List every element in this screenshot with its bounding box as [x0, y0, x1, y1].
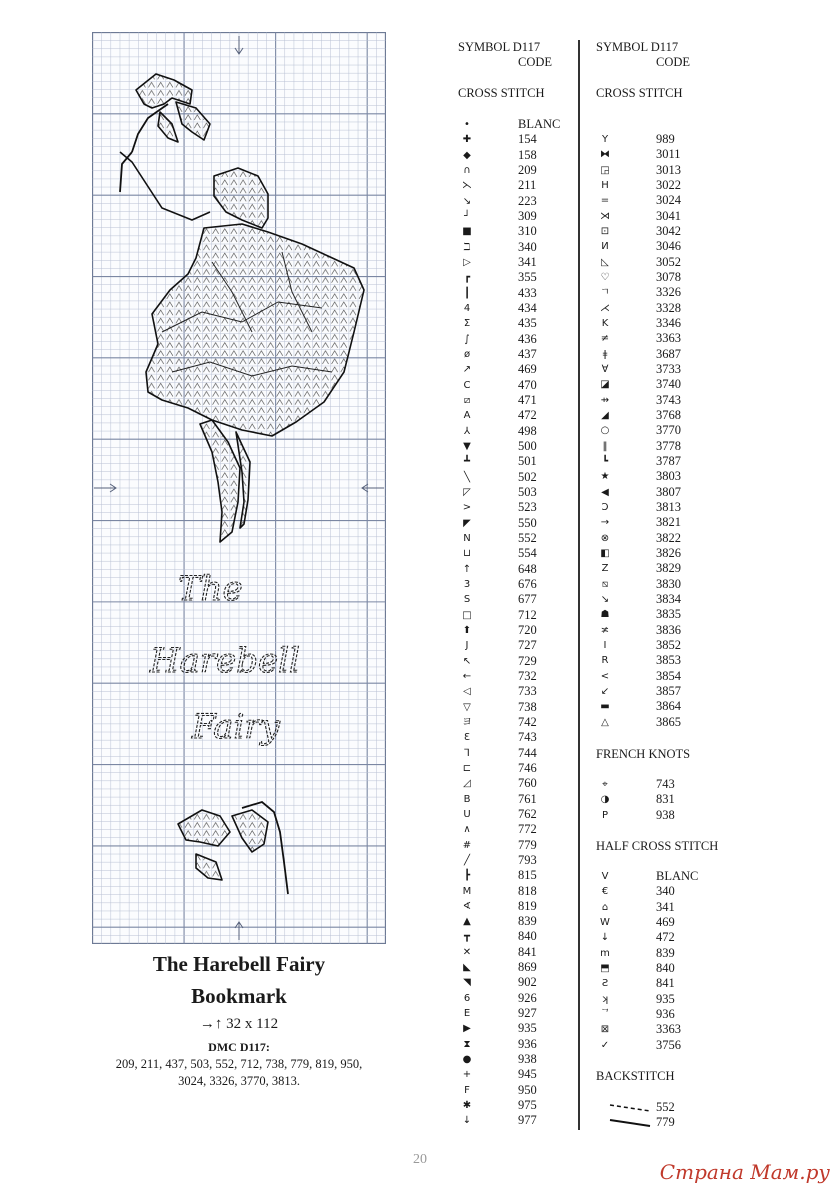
thread-code: 3022 [656, 177, 681, 192]
thread-code: 3834 [656, 591, 681, 606]
dmc-thread-list [60, 1056, 418, 1090]
thread-code: 3328 [656, 300, 681, 315]
thread-code: 840 [656, 960, 675, 975]
thread-code: 926 [518, 990, 537, 1005]
header-symbol: SYMBOL D117 [596, 40, 679, 54]
thread-code: 3853 [656, 653, 681, 668]
stitch-symbol-icon: ◲ [600, 164, 610, 176]
stitch-symbol-icon: ◿ [463, 778, 471, 790]
thread-code: 3821 [656, 515, 681, 530]
stitch-symbol-icon: € [601, 886, 609, 898]
stitch-symbol-icon: J [465, 640, 469, 652]
thread-code: 3826 [656, 545, 681, 560]
thread-code: 938 [656, 807, 675, 822]
thread-code: 3346 [656, 315, 681, 330]
thread-code: 779 [518, 837, 537, 852]
stitch-symbol-icon: ∢ [462, 900, 472, 912]
stitch-symbol-icon: ☗ [600, 609, 610, 621]
thread-code: 936 [518, 1036, 537, 1051]
header-symbol: SYMBOL D117 [458, 40, 541, 54]
thread-code: 3024 [656, 193, 681, 208]
key-col1-header [458, 40, 552, 70]
thread-code: 760 [518, 776, 537, 791]
thread-code: 3046 [656, 239, 681, 254]
header-code: CODE [518, 55, 553, 69]
thread-code: 3857 [656, 683, 681, 698]
stitch-symbol-icon: Ƨ [601, 978, 609, 990]
stitch-symbol-icon: ᄀ [600, 1008, 610, 1020]
stitch-symbol-icon: ↙ [600, 685, 610, 697]
thread-code: 3830 [656, 576, 681, 591]
backstitch-line-sample-icon [608, 1115, 652, 1130]
stitch-symbol-icon: S [463, 594, 471, 606]
stitch-symbol-icon: < [600, 670, 610, 682]
stitch-symbol-icon: Z [601, 563, 609, 575]
backstitch-line-sample-icon [608, 1100, 652, 1115]
stitch-symbol-icon: 4 [463, 302, 471, 314]
thread-code: 3768 [656, 407, 681, 422]
thread-code: 436 [518, 331, 537, 346]
thread-code: 743 [656, 777, 675, 791]
thread-code: 471 [518, 392, 537, 407]
section-french-knots: FRENCH KNOTS [596, 747, 691, 761]
thread-code: 3041 [656, 208, 681, 223]
section-cross-stitch: CROSS STITCH [596, 86, 683, 100]
size-text: 32 x 112 [226, 1016, 279, 1032]
thread-code: 742 [518, 714, 537, 729]
thread-code: 552 [656, 1100, 675, 1114]
thread-code: 554 [518, 546, 537, 561]
thread-code: 839 [656, 945, 675, 960]
stitch-symbol-icon: ◁ [463, 686, 471, 698]
thread-code: 211 [518, 178, 537, 193]
stitch-symbol-icon: ʞ [601, 993, 609, 1005]
thread-code: 469 [656, 914, 675, 929]
stitch-symbol-icon: ◣ [463, 962, 471, 974]
stitch-symbol-icon: A [463, 410, 471, 422]
stitch-symbol-icon: ◪ [600, 379, 610, 391]
stitch-symbol-icon: M [462, 885, 472, 897]
thread-code: 977 [518, 1113, 537, 1128]
stitch-symbol-icon: ‖ [602, 440, 608, 452]
stitch-symbol-icon: Ɔ [601, 501, 609, 513]
thread-code: 3756 [656, 1037, 681, 1052]
stitch-symbol-icon: ■ [462, 226, 472, 238]
thread-code: 819 [518, 898, 537, 913]
stitch-symbol-icon: K [601, 317, 609, 329]
stitch-symbol-icon: Ɛ [463, 732, 471, 744]
stitch-symbol-icon: ↑ [462, 563, 472, 575]
thread-code: 746 [518, 760, 537, 775]
stitch-symbol-icon: ┘ [463, 210, 471, 222]
stitch-symbol-icon: V [601, 871, 609, 882]
stitch-symbol-icon: W [600, 916, 610, 928]
stitch-symbol-icon: ◢ [601, 409, 609, 421]
stitch-symbol-icon: ⋌ [600, 302, 610, 314]
stitch-symbol-icon: ⧄ [463, 394, 471, 406]
stitch-symbol-icon: • [464, 119, 470, 130]
stitch-symbol-icon: ┏ [463, 272, 471, 284]
thread-code: BLANC [656, 869, 699, 883]
thread-code: 945 [518, 1067, 537, 1082]
thread-code: 3829 [656, 561, 681, 576]
stitch-symbol-icon: ◑ [600, 794, 610, 806]
thread-code: 712 [518, 607, 537, 622]
thread-code: 762 [518, 806, 537, 821]
thread-code: 355 [518, 270, 537, 285]
stitch-symbol-icon: ◧ [600, 547, 610, 559]
thread-code: 3687 [656, 346, 681, 361]
stitch-symbol-icon: ┳ [463, 931, 471, 943]
stitch-symbol-icon: ▲ [463, 916, 471, 928]
thread-code: 3363 [656, 331, 681, 346]
thread-code: 3787 [656, 453, 681, 468]
stitch-symbol-icon: ┣ [463, 870, 471, 882]
stitch-symbol-icon: = [600, 195, 610, 207]
stitch-symbol-icon: □ [462, 609, 472, 621]
stitch-symbol-icon: 3 [463, 578, 471, 590]
thread-code: 733 [518, 684, 537, 699]
stitch-symbol-icon: ↖ [462, 655, 472, 667]
thread-code: 950 [518, 1082, 537, 1097]
thread-code: 840 [518, 929, 537, 944]
thread-code: 472 [518, 408, 537, 423]
stitch-symbol-icon: ⌖ [602, 779, 608, 790]
stitch-symbol-icon: ⧅ [601, 578, 609, 590]
stitch-symbol-icon: ◤ [463, 517, 471, 529]
thread-code: 310 [518, 224, 537, 239]
thread-code: 223 [518, 193, 537, 208]
watermark-logo: Страна Мам.ру [659, 1160, 830, 1184]
thread-code: 435 [518, 316, 537, 331]
thread-code: 772 [518, 822, 537, 837]
stitch-symbol-icon: ⧗ [463, 1038, 471, 1050]
thread-code: 309 [518, 208, 537, 223]
stitch-symbol-icon: ⊠ [600, 1024, 610, 1036]
stitch-symbol-icon: ㄱ [600, 287, 610, 299]
stitch-symbol-icon: P [601, 809, 609, 821]
stitch-symbol-icon: ℶ [463, 241, 471, 253]
thread-code: 209 [518, 162, 537, 177]
stitch-symbol-icon: ø [463, 348, 471, 360]
chart-letter-phrase: Fairy [192, 707, 280, 747]
thread-code: 3778 [656, 438, 681, 453]
thread-code: 841 [518, 944, 537, 959]
thread-code: 975 [518, 1098, 537, 1113]
stitch-symbol-icon: ヨ [462, 716, 472, 728]
thread-code: 502 [518, 469, 537, 484]
thread-code: 500 [518, 438, 537, 453]
thread-code: 841 [656, 976, 675, 991]
stitch-symbol-icon: N [463, 532, 471, 544]
stitch-symbol-icon: ⬒ [600, 962, 610, 974]
key-col2-header [596, 40, 690, 70]
thread-code: 676 [518, 576, 537, 591]
thread-code: 523 [518, 500, 537, 515]
stitch-symbol-icon: ♡ [600, 271, 610, 283]
thread-code: 648 [518, 561, 537, 576]
chart-letter-phrase: The [178, 569, 243, 609]
stitch-symbol-icon: ← [462, 670, 472, 682]
stitch-symbol-icon: Σ [463, 318, 471, 330]
thread-code: 3326 [656, 285, 681, 300]
stitch-symbol-icon: ↓ [600, 932, 610, 944]
stitch-symbol-icon: ◀ [601, 486, 609, 498]
thread-code: 938 [518, 1052, 537, 1067]
thread-code: 720 [518, 622, 537, 637]
stitch-symbol-icon: m [600, 947, 610, 959]
header-code: CODE [656, 55, 691, 69]
thread-code: 869 [518, 960, 537, 975]
stitch-symbol-icon: ⋋ [462, 180, 472, 192]
thread-code: 503 [518, 484, 537, 499]
stitch-symbol-icon: ⬆ [462, 624, 472, 636]
stitch-symbol-icon: Y [601, 134, 609, 145]
stitch-symbol-icon: ▽ [463, 701, 471, 713]
thread-code: 341 [518, 254, 537, 269]
stitch-symbol-icon: ◺ [601, 256, 609, 268]
stitch-symbol-icon: + [462, 1069, 472, 1081]
thread-code: 3865 [656, 714, 681, 729]
thread-code: 818 [518, 883, 537, 898]
stitch-symbol-icon: ≠ [600, 333, 610, 345]
stitch-symbol-icon: ∧ [463, 824, 471, 836]
stitch-symbol-icon: ∀ [601, 363, 609, 375]
stitch-symbol-icon: ┗ [601, 455, 609, 467]
thread-code: 498 [518, 423, 537, 438]
stitch-symbol-icon: E [463, 1008, 471, 1020]
section-half-cross-stitch: HALF CROSS STITCH [596, 839, 719, 853]
stitch-symbol-icon: B [463, 793, 471, 805]
thread-code: 470 [518, 377, 537, 392]
stitch-symbol-icon: ✚ [462, 134, 472, 146]
stitch-symbol-icon: ⋊ [600, 210, 610, 222]
thread-code: 793 [518, 852, 537, 867]
thread-code: 3740 [656, 377, 681, 392]
stitch-symbol-icon: ⊏ [462, 762, 472, 774]
thread-code: 3807 [656, 484, 681, 499]
thread-code: 743 [518, 730, 537, 745]
stitch-symbol-icon: ╱ [463, 854, 471, 866]
thread-code: 3852 [656, 637, 681, 652]
stitch-symbol-icon: ⌂ [601, 901, 609, 913]
thread-code: 3803 [656, 469, 681, 484]
thread-code: 3864 [656, 699, 681, 714]
stitch-symbol-icon: ⧓ [600, 149, 610, 161]
thread-code: 550 [518, 515, 537, 530]
stitch-symbol-icon: ↘ [600, 593, 610, 605]
thread-code: 3770 [656, 423, 681, 438]
thread-code: 927 [518, 1006, 537, 1021]
thread-code: 936 [656, 1006, 675, 1021]
thread-code: 154 [518, 132, 537, 147]
stitch-symbol-icon: C [463, 379, 471, 391]
stitch-symbol-icon: U [463, 808, 471, 820]
stitch-symbol-icon: ∩ [463, 164, 471, 176]
stitch-symbol-icon: ▬ [600, 701, 610, 713]
cross-stitch-chart [92, 32, 386, 944]
stitch-symbol-icon: # [462, 839, 472, 851]
stitch-symbol-icon: > [462, 502, 472, 514]
stitch-symbol-icon: 6 [463, 992, 471, 1004]
thread-code: 732 [518, 668, 537, 683]
stitch-symbol-icon: ✕ [462, 946, 472, 958]
stitch-symbol-icon: ∫ [464, 333, 470, 345]
column-divider [578, 40, 580, 1130]
stitch-symbol-icon: ✱ [462, 1100, 472, 1112]
stitch-symbol-icon: ⊡ [600, 225, 610, 237]
thread-code: 935 [656, 991, 675, 1006]
stitch-symbol-icon: ⅂ [464, 747, 470, 759]
thread-code: 3822 [656, 530, 681, 545]
stitch-symbol-icon: ⊗ [600, 532, 610, 544]
thread-code: 501 [518, 454, 537, 469]
stitch-symbol-icon: I [603, 639, 607, 651]
stitch-symbol-icon: △ [601, 716, 609, 728]
dmc-list-line: 209, 211, 437, 503, 552, 712, 738, 779, 819, 950, [115, 1057, 363, 1071]
stitch-symbol-icon: ↗ [462, 364, 472, 376]
stitch-symbol-icon: ↘ [462, 195, 472, 207]
thread-code: 340 [656, 884, 675, 899]
stitch-symbol-icon: ● [462, 1054, 472, 1066]
thread-code: 3011 [656, 147, 681, 162]
pattern-subtitle: Bookmark [191, 984, 287, 1008]
stitch-symbol-icon: ╲ [463, 471, 471, 483]
section-backstitch: BACKSTITCH [596, 1069, 675, 1083]
stitch-symbol-icon: ⅄ [463, 425, 471, 437]
thread-code: 902 [518, 975, 537, 990]
stitch-symbol-icon: ┃ [463, 287, 471, 299]
chart-size [92, 1016, 386, 1033]
chart-letter-phrase: Harebell [150, 641, 300, 681]
thread-code: 3854 [656, 668, 681, 683]
stitch-symbol-icon: И [601, 241, 609, 253]
thread-code: 3042 [656, 223, 681, 238]
thread-code: 341 [656, 899, 675, 914]
stitch-symbol-icon: ↓ [462, 1115, 472, 1127]
stitch-symbol-icon: ▶ [463, 1023, 471, 1035]
stitch-symbol-icon: ┻ [463, 456, 471, 468]
thread-code: 989 [656, 132, 675, 146]
thread-code: 815 [518, 868, 537, 883]
thread-code: 935 [518, 1021, 537, 1036]
stitch-symbol-icon: ◸ [463, 486, 471, 498]
stitch-symbol-icon: → [600, 517, 610, 529]
dmc-label: DMC D117: [208, 1040, 270, 1054]
thread-code: 3078 [656, 269, 681, 284]
thread-code: 3835 [656, 607, 681, 622]
thread-code: 433 [518, 285, 537, 300]
stitch-symbol-icon: ▷ [463, 256, 471, 268]
thread-code: 3363 [656, 1022, 681, 1037]
pattern-title: The Harebell Fairy [152, 952, 326, 976]
dmc-list-line: 3024, 3326, 3770, 3813. [178, 1074, 300, 1088]
stitch-symbol-icon: ⊔ [463, 548, 471, 560]
stitch-symbol-icon: ◆ [463, 149, 471, 161]
stitch-symbol-icon: ≭ [600, 624, 610, 636]
stitch-symbol-icon: R [601, 655, 609, 667]
stitch-symbol-icon: ○ [600, 425, 610, 437]
thread-code: 727 [518, 638, 537, 653]
thread-code: 472 [656, 930, 675, 945]
stitch-symbol-icon: H [601, 179, 609, 191]
stitch-symbol-icon: ǂ [602, 348, 608, 360]
thread-code: 434 [518, 300, 537, 315]
thread-code: 469 [518, 362, 537, 377]
thread-code: 831 [656, 792, 675, 807]
thread-code: 3813 [656, 499, 681, 514]
thread-code: 3052 [656, 254, 681, 269]
thread-code: 761 [518, 791, 537, 806]
section-cross-stitch: CROSS STITCH [458, 86, 545, 100]
thread-code: 3013 [656, 162, 681, 177]
thread-code: 677 [518, 592, 537, 607]
page-number: 20 [413, 1152, 427, 1167]
thread-code: 3743 [656, 392, 681, 407]
thread-code: 340 [518, 239, 537, 254]
stitch-symbol-icon: ▼ [463, 440, 471, 452]
stitch-symbol-icon: F [464, 1084, 470, 1096]
thread-code: 729 [518, 653, 537, 668]
stitch-symbol-icon: ⇸ [600, 394, 610, 406]
stitch-symbol-icon: ★ [600, 471, 610, 483]
size-arrows-icon: →↑ [199, 1016, 223, 1032]
thread-code: BLANC [518, 117, 561, 131]
thread-code: 3733 [656, 361, 681, 376]
thread-code: 738 [518, 699, 537, 714]
thread-code: 158 [518, 147, 537, 162]
thread-code: 3836 [656, 622, 681, 637]
thread-code: 779 [656, 1115, 675, 1129]
thread-code: 839 [518, 914, 537, 929]
stitch-symbol-icon: ◥ [463, 977, 471, 989]
thread-code: 552 [518, 530, 537, 545]
thread-code: 744 [518, 745, 537, 760]
stitch-symbol-icon: ✓ [600, 1039, 610, 1051]
thread-code: 437 [518, 346, 537, 361]
